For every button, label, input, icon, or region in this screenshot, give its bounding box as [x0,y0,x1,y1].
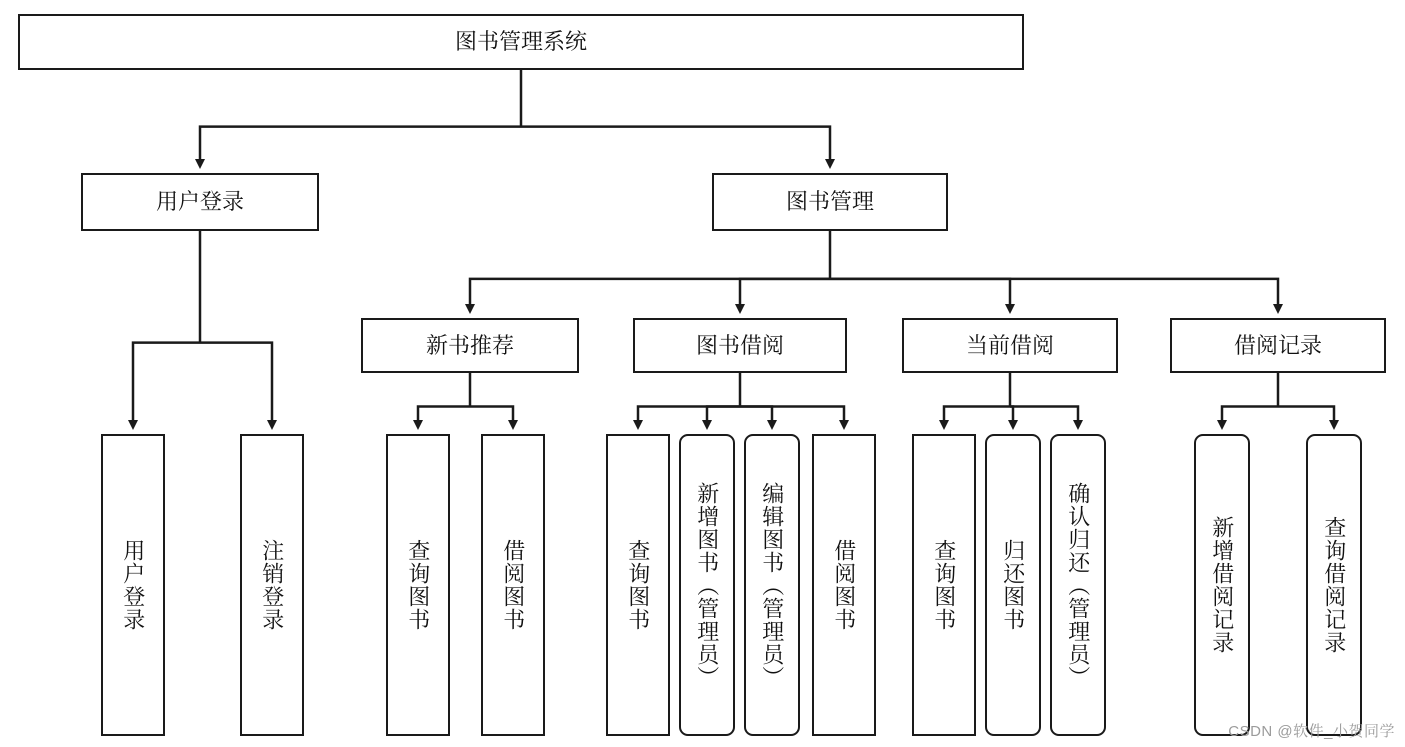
connector-newrec-to-querybook1 [418,407,470,425]
node-newrec [361,318,579,373]
node-label: 用户登录 [120,539,146,631]
connector-current-to-querybook3 [944,407,1010,425]
connector-current-to-returnbook [1010,407,1013,425]
connector-newrec-to-borrowbook1 [470,407,513,425]
node-label: 归还图书 [1000,539,1026,631]
node-current [902,318,1118,373]
connector-borrow-to-editbook [740,407,772,425]
node-root [18,14,1024,70]
node-label: 查询借阅记录 [1321,516,1347,654]
node-querybook2 [606,434,670,736]
node-addbook [679,434,735,736]
node-label: 新增借阅记录 [1209,516,1235,654]
node-editbook [744,434,800,736]
node-label: 当前借阅 [965,332,1054,358]
node-label: 编辑图书（管理员） [759,481,785,689]
node-confirm [1050,434,1106,736]
connector-root-to-bookmgr [521,127,830,164]
node-label: 新书推荐 [425,332,514,358]
node-bookmgr [712,173,948,231]
node-addrecord [1194,434,1250,736]
node-login [81,173,319,231]
node-logout [240,434,304,736]
node-borrowbook2 [812,434,876,736]
node-label: 确认归还（管理员） [1065,481,1091,689]
node-label: 借阅图书 [831,539,857,631]
node-queryrecord [1306,434,1362,736]
node-returnbook [985,434,1041,736]
node-records [1170,318,1386,373]
connector-bookmgr-to-records [830,279,1278,309]
node-querybook3 [912,434,976,736]
node-label: 新增图书（管理员） [694,481,720,689]
node-userlogin [101,434,165,736]
node-label: 图书借阅 [695,332,784,358]
connector-bookmgr-to-newrec [470,279,830,309]
connector-records-to-addrecord [1222,407,1278,425]
node-borrow [633,318,847,373]
watermark-label: CSDN @软件_小贺同学 [1228,723,1395,740]
connector-login-to-logout [200,343,272,425]
node-label: 查询图书 [625,539,651,631]
node-label: 图书管理系统 [454,29,587,55]
node-label: 用户登录 [155,189,244,215]
connector-current-to-confirm [1010,407,1078,425]
connector-borrow-to-addbook [707,407,740,425]
node-querybook1 [386,434,450,736]
connector-records-to-queryrecord [1278,407,1334,425]
connector-bookmgr-to-borrow [740,279,830,309]
node-label: 查询图书 [931,539,957,631]
node-label: 图书管理 [785,189,874,215]
connector-bookmgr-to-current [830,279,1010,309]
node-label: 查询图书 [405,539,431,631]
connector-borrow-to-borrowbook2 [740,407,844,425]
node-label: 注销登录 [259,539,285,631]
connector-login-to-userlogin [133,343,200,425]
connector-root-to-login [200,127,521,164]
connector-borrow-to-querybook2 [638,407,740,425]
node-label: 借阅记录 [1233,332,1322,358]
node-borrowbook1 [481,434,545,736]
node-label: 借阅图书 [500,539,526,631]
